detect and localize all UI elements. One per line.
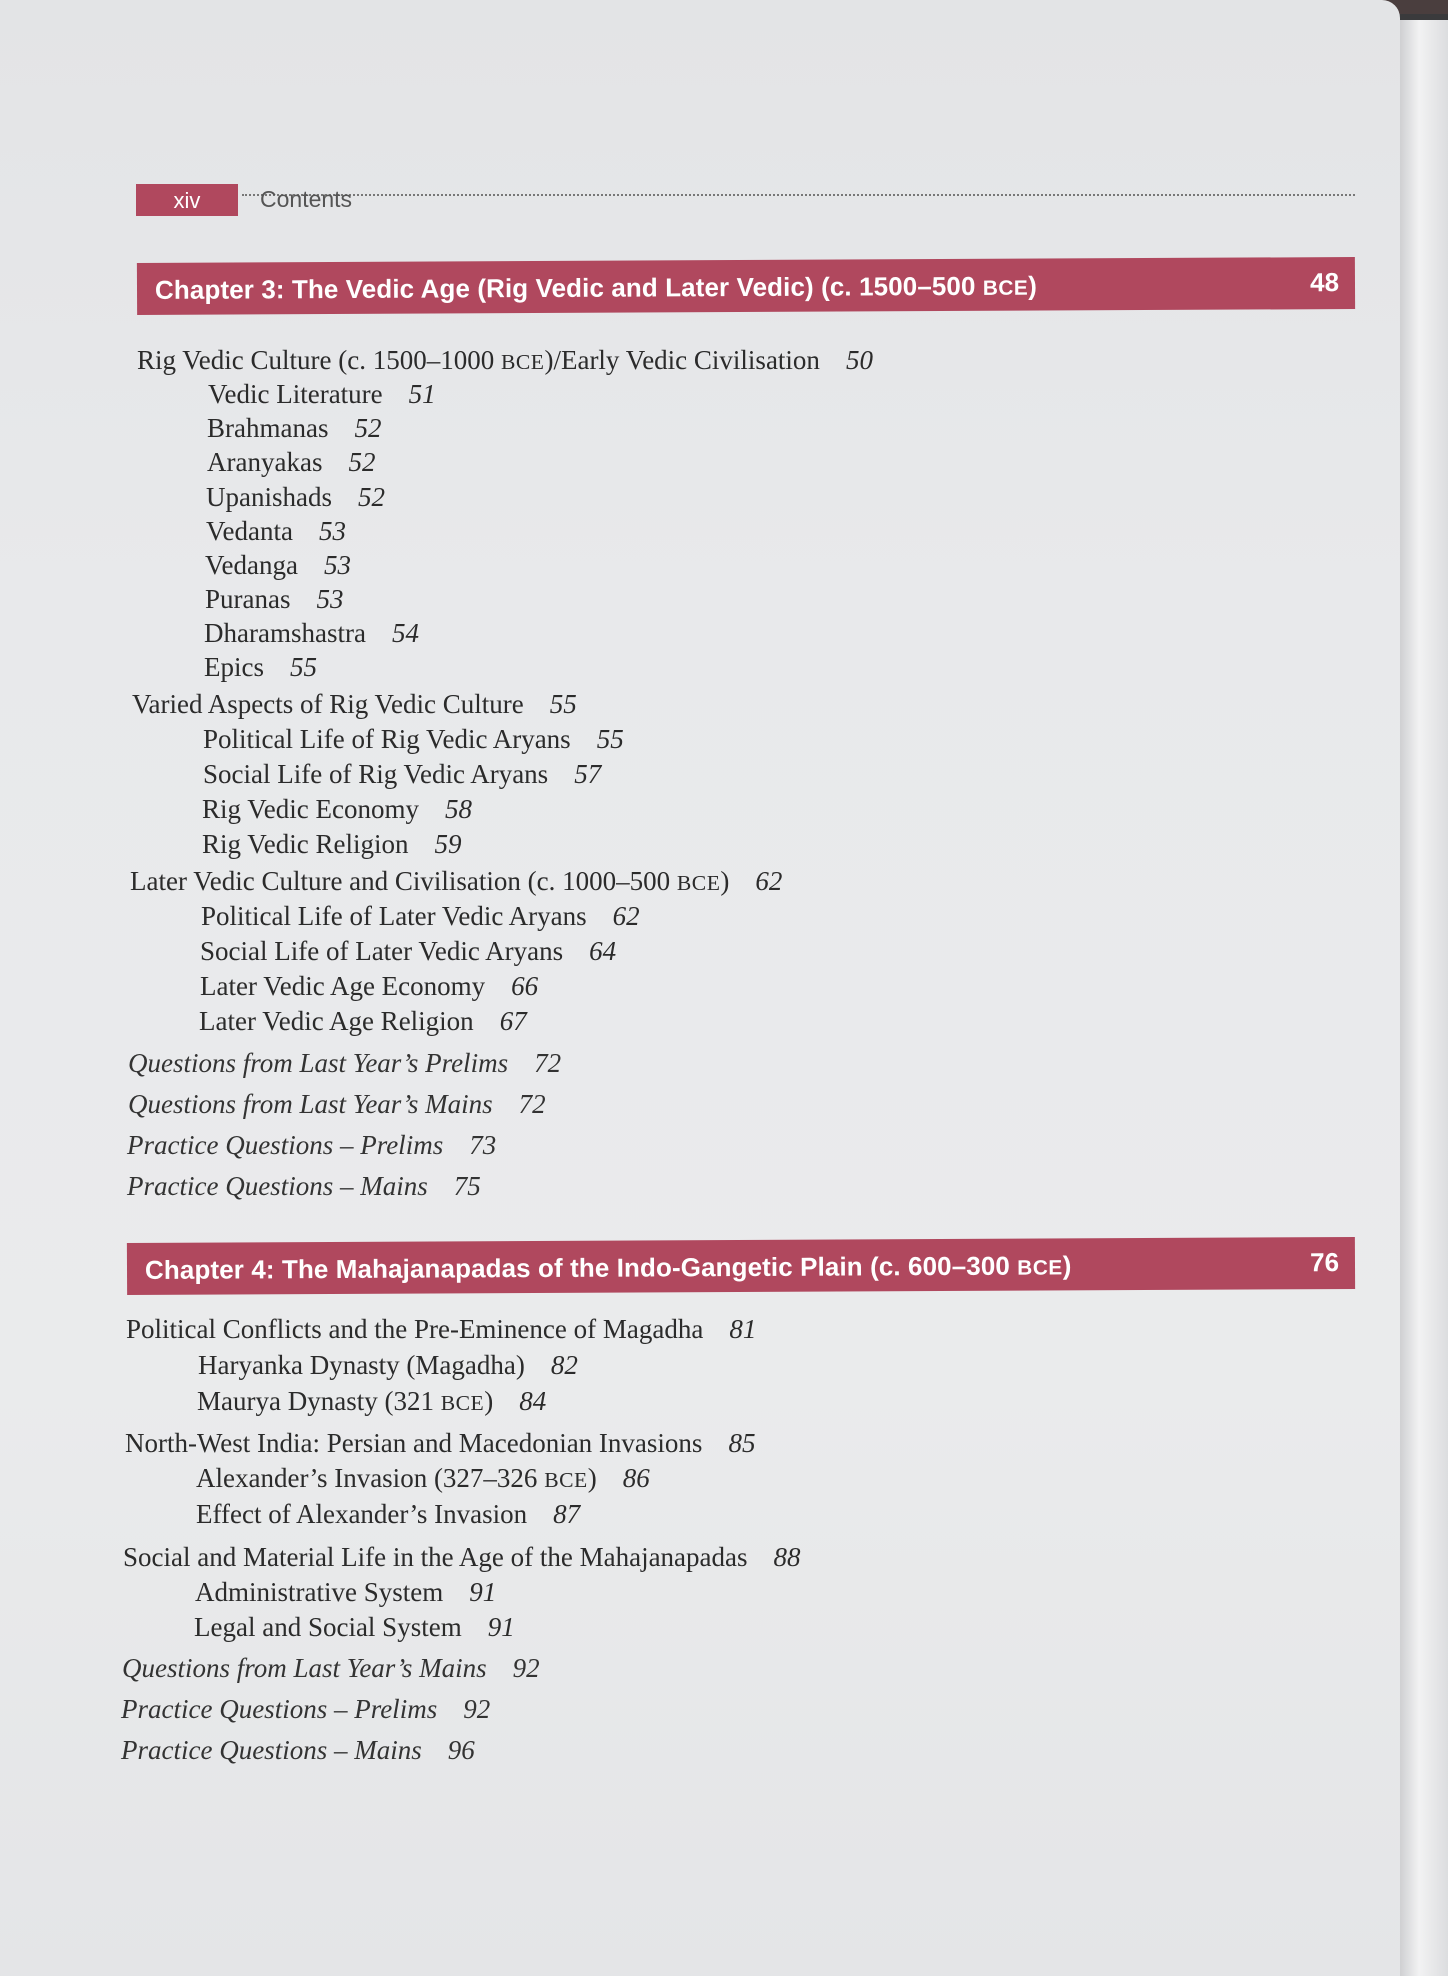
toc-subsection-entry bbox=[204, 617, 419, 649]
entry-page-number: 52 bbox=[354, 413, 382, 443]
entry-label: Haryanka Dynasty (Magadha) bbox=[198, 1350, 525, 1380]
toc-subsection-entry bbox=[196, 1462, 650, 1496]
chapter-page-number: 76 bbox=[1309, 1247, 1340, 1278]
toc-extra-entry bbox=[128, 1047, 561, 1079]
entry-page-number: 50 bbox=[845, 345, 873, 375]
toc-extra-entry bbox=[127, 1129, 496, 1161]
entry-label: Later Vedic Age Religion bbox=[199, 1006, 474, 1036]
entry-page-number: 54 bbox=[391, 618, 419, 648]
toc-subsection-entry bbox=[198, 1349, 578, 1381]
entry-label: Vedic Literature bbox=[208, 379, 383, 409]
entry-label: Political Life of Later Vedic Aryans bbox=[201, 901, 587, 931]
entry-label: Maurya Dynasty (321 bbox=[197, 1386, 441, 1416]
chapter-title-end: ) bbox=[1028, 270, 1038, 301]
toc-subsection-entry bbox=[203, 723, 624, 755]
entry-label: Vedanta bbox=[206, 516, 293, 546]
entry-page-number: 55 bbox=[596, 724, 624, 754]
chapter-page-number: 48 bbox=[1309, 267, 1340, 298]
entry-label: Alexander’s Invasion (327–326 bbox=[196, 1463, 545, 1493]
entry-page-number: 96 bbox=[447, 1735, 475, 1765]
toc-subsection-entry bbox=[207, 412, 381, 444]
entry-page-number: 62 bbox=[612, 901, 640, 931]
entry-label-end: )/Early Vedic Civilisation bbox=[544, 345, 820, 375]
toc-section-entry bbox=[132, 688, 577, 720]
entry-label-end: ) bbox=[720, 866, 730, 896]
entry-page-number: 66 bbox=[511, 971, 539, 1001]
toc-section-entry bbox=[126, 1313, 756, 1345]
toc-subsection-entry bbox=[205, 549, 351, 581]
entry-label: Epics bbox=[204, 652, 264, 682]
entry-page-number: 62 bbox=[755, 866, 783, 896]
entry-era: BCE bbox=[676, 871, 721, 895]
entry-label: Puranas bbox=[205, 584, 291, 614]
toc-subsection-entry bbox=[194, 1611, 515, 1643]
toc-subsection-entry bbox=[204, 651, 317, 683]
entry-page-number: 52 bbox=[348, 447, 376, 477]
chapter-title-end: ) bbox=[1062, 1250, 1072, 1281]
entry-label: Social Life of Rig Vedic Aryans bbox=[203, 759, 549, 789]
toc-subsection-entry bbox=[197, 1385, 546, 1419]
chapter-title-era: BCE bbox=[982, 276, 1029, 300]
entry-label: Later Vedic Culture and Civilisation (c. 1000–500 bbox=[130, 866, 677, 896]
running-head bbox=[136, 184, 1355, 218]
toc-extra-entry bbox=[121, 1734, 475, 1766]
toc-subsection-entry bbox=[195, 1576, 496, 1608]
entry-page-number: 86 bbox=[622, 1463, 650, 1493]
page-folio: xiv bbox=[136, 184, 238, 216]
entry-page-number: 53 bbox=[318, 516, 346, 546]
entry-page-number: 92 bbox=[512, 1653, 540, 1683]
toc-subsection-entry bbox=[207, 446, 375, 478]
entry-page-number: 52 bbox=[357, 482, 385, 512]
entry-label: Political Conflicts and the Pre-Eminence of Magadha bbox=[126, 1314, 704, 1344]
toc-subsection-entry bbox=[202, 793, 472, 825]
entry-label-end: ) bbox=[484, 1386, 494, 1416]
entry-label: Questions from Last Year’s Mains bbox=[122, 1653, 487, 1683]
entry-page-number: 85 bbox=[728, 1428, 756, 1458]
entry-label: Later Vedic Age Economy bbox=[200, 971, 486, 1001]
entry-label: Rig Vedic Religion bbox=[202, 829, 409, 859]
entry-label: Aranyakas bbox=[207, 447, 323, 477]
entry-label: Varied Aspects of Rig Vedic Culture bbox=[132, 689, 524, 719]
entry-label: North-West India: Persian and Macedonian Invasions bbox=[125, 1428, 703, 1458]
entry-page-number: 72 bbox=[518, 1089, 546, 1119]
toc-subsection-entry bbox=[202, 828, 462, 860]
entry-page-number: 82 bbox=[550, 1350, 578, 1380]
toc-extra-entry bbox=[122, 1652, 540, 1684]
entry-page-number: 75 bbox=[453, 1171, 481, 1201]
entry-page-number: 84 bbox=[519, 1386, 547, 1416]
entry-page-number: 81 bbox=[729, 1314, 757, 1344]
chapter-title-text: Chapter 3: The Vedic Age (Rig Vedic and Later Vedic) (c. 1500–500 bbox=[154, 270, 983, 305]
entry-label: Questions from Last Year’s Mains bbox=[128, 1089, 493, 1119]
entry-label: Practice Questions – Prelims bbox=[127, 1130, 444, 1160]
entry-page-number: 53 bbox=[316, 584, 344, 614]
toc-subsection-entry bbox=[200, 970, 538, 1002]
entry-label: Brahmanas bbox=[207, 413, 329, 443]
toc-subsection-entry bbox=[208, 378, 436, 410]
entry-page-number: 64 bbox=[589, 936, 617, 966]
entry-label: Practice Questions – Prelims bbox=[121, 1694, 438, 1724]
entry-page-number: 67 bbox=[499, 1006, 527, 1036]
entry-label: Dharamshastra bbox=[204, 618, 366, 648]
entry-page-number: 53 bbox=[323, 550, 351, 580]
toc-subsection-entry bbox=[199, 1005, 527, 1037]
entry-label: Rig Vedic Culture (c. 1500–1000 bbox=[137, 345, 501, 375]
toc-subsection-entry bbox=[200, 935, 616, 967]
running-title: Contents bbox=[260, 186, 353, 212]
entry-page-number: 55 bbox=[549, 689, 577, 719]
toc-section-entry bbox=[137, 344, 873, 378]
entry-label: Social and Material Life in the Age of the Mahajanapadas bbox=[123, 1542, 748, 1572]
entry-page-number: 55 bbox=[290, 652, 317, 682]
toc-subsection-entry bbox=[205, 583, 343, 615]
entry-label: Questions from Last Year’s Prelims bbox=[128, 1048, 509, 1078]
entry-label: Social Life of Later Vedic Aryans bbox=[200, 936, 564, 966]
toc-subsection-entry bbox=[196, 1498, 580, 1530]
toc-extra-entry bbox=[128, 1088, 546, 1120]
chapter-title-text: Chapter 4: The Mahajanapadas of the Indo-Gangetic Plain (c. 600–300 bbox=[144, 1250, 1018, 1285]
chapter-4-bar bbox=[127, 1237, 1355, 1295]
toc-section-entry bbox=[125, 1427, 755, 1459]
toc-section-entry bbox=[130, 865, 782, 899]
chapter-title bbox=[145, 1238, 1072, 1300]
entry-page-number: 91 bbox=[469, 1577, 497, 1607]
entry-era: BCE bbox=[544, 1468, 588, 1492]
entry-label: Practice Questions – Mains bbox=[127, 1171, 428, 1201]
entry-page-number: 73 bbox=[469, 1130, 497, 1160]
toc-subsection-entry bbox=[203, 758, 601, 790]
entry-label-end: ) bbox=[587, 1463, 597, 1493]
entry-label: Practice Questions – Mains bbox=[121, 1735, 422, 1765]
toc-extra-entry bbox=[127, 1170, 481, 1202]
entry-page-number: 91 bbox=[487, 1612, 515, 1642]
dotted-rule bbox=[242, 194, 1355, 196]
toc-subsection-entry bbox=[201, 900, 640, 932]
entry-page-number: 57 bbox=[574, 759, 602, 789]
entry-label: Political Life of Rig Vedic Aryans bbox=[203, 724, 571, 754]
entry-era: BCE bbox=[440, 1391, 485, 1415]
toc-subsection-entry bbox=[206, 515, 346, 547]
entry-label: Legal and Social System bbox=[194, 1612, 462, 1642]
toc-section-entry bbox=[123, 1541, 801, 1573]
entry-page-number: 88 bbox=[773, 1542, 801, 1572]
toc-subsection-entry bbox=[206, 481, 385, 513]
entry-label: Rig Vedic Economy bbox=[202, 794, 419, 824]
toc-extra-entry bbox=[121, 1693, 490, 1725]
chapter-title bbox=[155, 259, 1037, 320]
entry-page-number: 59 bbox=[434, 829, 462, 859]
entry-era: BCE bbox=[500, 350, 545, 374]
entry-label: Effect of Alexander’s Invasion bbox=[196, 1499, 528, 1529]
chapter-3-bar bbox=[137, 257, 1355, 315]
entry-page-number: 58 bbox=[444, 794, 472, 824]
entry-page-number: 92 bbox=[463, 1694, 491, 1724]
entry-page-number: 51 bbox=[408, 379, 436, 409]
entry-label: Administrative System bbox=[195, 1577, 444, 1607]
entry-label: Vedanga bbox=[205, 550, 298, 580]
page-edge bbox=[1400, 20, 1448, 1976]
entry-page-number: 72 bbox=[534, 1048, 562, 1078]
chapter-title-era: BCE bbox=[1017, 1256, 1063, 1280]
entry-page-number: 87 bbox=[553, 1499, 581, 1529]
entry-label: Upanishads bbox=[206, 482, 332, 512]
